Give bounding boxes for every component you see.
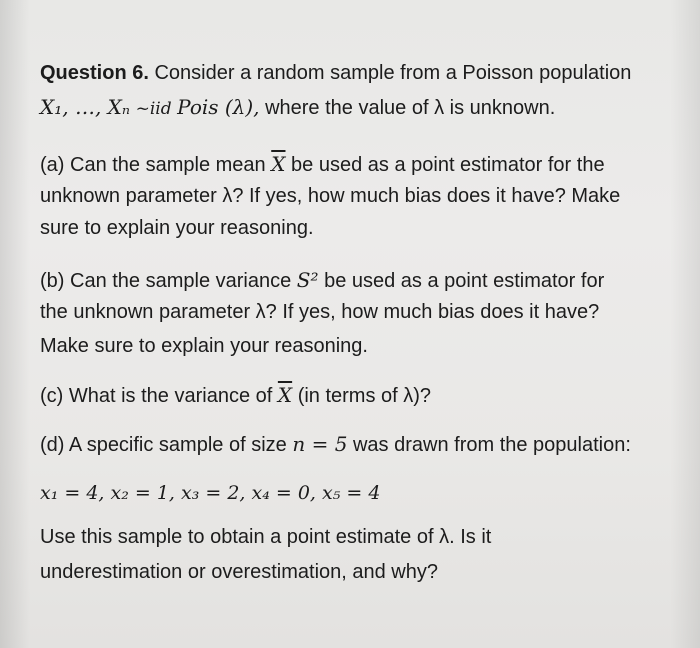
part-a-line-3: sure to explain your reasoning. (40, 217, 314, 239)
part-b-line-3: Make sure to explain your reasoning. (40, 335, 368, 357)
part-a-line-1 (40, 152, 605, 177)
part-a-xbar: $\overline{X}$ (271, 152, 286, 176)
part-d-line-3: Use this sample to obtain a point estimate of λ. Is it (40, 526, 492, 548)
part-c-text-post: (in terms of λ)? (297, 385, 432, 407)
part-d-sample-values: x₁ = 4, x₂ = 1, x₃ = 2, x₄ = 0, x₅ = 4 (40, 482, 381, 504)
part-d-text-pre: (d) A specific sample of size (40, 434, 287, 456)
page-shadow-right (670, 0, 700, 648)
page-shadow-left (0, 0, 30, 648)
question-intro: Consider a random sample from a Poisson population (154, 62, 632, 84)
part-a-line-2: unknown parameter λ? If yes, how much bias does it have? Make (40, 185, 621, 207)
part-a-text-pre: (a) Can the sample mean (40, 154, 266, 176)
part-d-line-1 (40, 432, 631, 457)
distribution-tail: where the value of λ is unknown. (265, 97, 556, 119)
part-a-text-post: be used as a point estimator for the (291, 154, 605, 176)
distribution-line (40, 95, 555, 120)
part-d-line-4: underestimation or overestimation, and why? (40, 561, 438, 583)
part-b-text-post: be used as a point estimator for (324, 270, 605, 292)
part-c-line (40, 383, 431, 408)
part-c-text-pre: (c) What is the variance of (40, 385, 273, 407)
part-d-sample-size: n = 5 (292, 432, 348, 456)
part-b-s-squared: S² (296, 268, 319, 292)
distribution-name: Pois (λ), (177, 95, 260, 119)
part-d-text-post: was drawn from the population: (352, 434, 631, 456)
part-b-line-1 (40, 268, 604, 293)
question-title: Question 6. (40, 62, 149, 84)
distribution-variables: X₁, …, Xₙ (40, 95, 131, 119)
question-intro-line (40, 62, 631, 85)
part-b-text-pre: (b) Can the sample variance (40, 270, 292, 292)
iid-symbol: ~iid (135, 99, 172, 119)
part-c-xbar: $\overline{X}$ (277, 383, 293, 407)
part-b-line-2: the unknown parameter λ? If yes, how much bias does it have? (40, 301, 600, 323)
